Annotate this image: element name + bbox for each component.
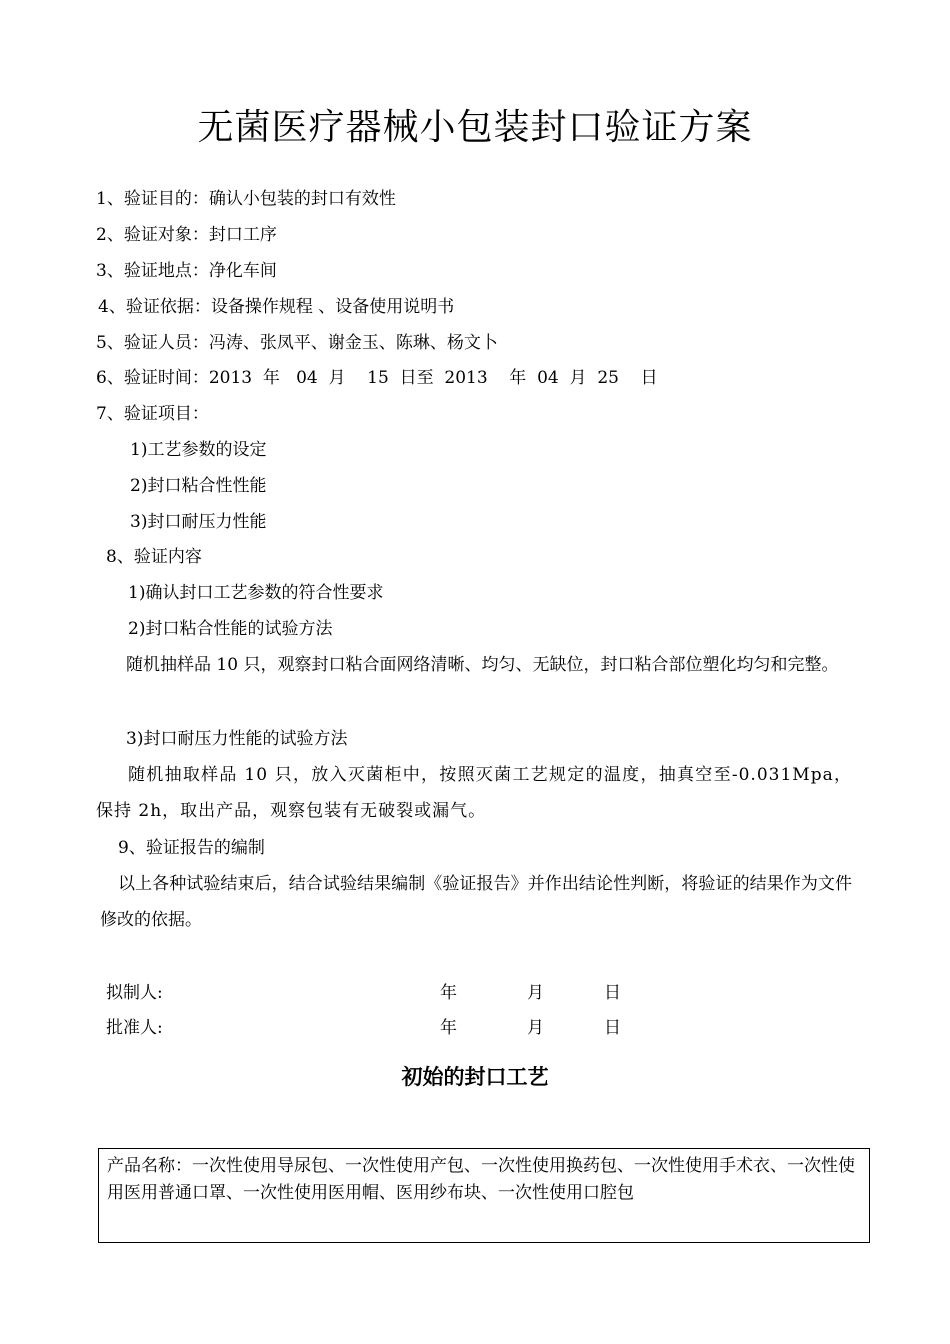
section-subtitle: 初始的封口工艺	[401, 1064, 549, 1089]
content-2-paragraph: 随机抽样品 10 只，观察封口粘合面网络清晰、均匀、无缺位，封口粘合部位塑化均匀和完整。	[126, 655, 839, 675]
content-item-1: 1)确认封口工艺参数的符合性要求	[128, 583, 384, 603]
item-staff: 5、验证人员：冯涛、张凤平、谢金玉、陈琳、杨文卜	[96, 333, 498, 353]
item-object: 2、验证对象：封口工序	[96, 225, 277, 245]
document-title: 无菌医疗器械小包装封口验证方案	[197, 107, 753, 148]
item-purpose: 1、验证目的：确认小包装的封口有效性	[96, 189, 396, 209]
report-heading: 9、验证报告的编制	[118, 838, 265, 858]
approver-label: 批准人:	[106, 1018, 163, 1038]
drafter-label: 拟制人:	[106, 983, 163, 1003]
content-item-3: 3)封口耐压力性能的试验方法	[126, 729, 348, 749]
approver-month: 月	[527, 1018, 544, 1038]
content-heading: 8、验证内容	[106, 547, 202, 567]
content-3-paragraph: 随机抽取样品 10 只，放入灭菌柜中，按照灭菌工艺规定的温度，抽真空至-0.031Mpa，保持 2h，取出产品，观察包装有无破裂或漏气。	[96, 765, 852, 821]
report-paragraph: 以上各种试验结束后，结合试验结果编制《验证报告》并作出结论性判断，将验证的结果作为文件修改的依据。	[100, 874, 852, 930]
project-item-1: 1)工艺参数的设定	[130, 440, 267, 460]
item-basis: 4、验证依据：设备操作规程 、设备使用说明书	[98, 297, 455, 317]
drafter-month: 月	[527, 983, 544, 1003]
approver-day: 日	[604, 1018, 621, 1038]
drafter-year: 年	[440, 983, 457, 1003]
content-item-2: 2)封口粘合性能的试验方法	[128, 619, 333, 639]
project-item-2: 2)封口粘合性性能	[130, 476, 267, 496]
drafter-day: 日	[604, 983, 621, 1003]
projects-heading: 7、验证项目：	[96, 404, 209, 424]
product-name-text: 产品名称：一次性使用导尿包、一次性使用产包、一次性使用换药包、一次性使用手术衣、一次性使用医用普通口罩、一次性使用医用帽、医用纱布块、一次性使用口腔包	[107, 1156, 855, 1203]
product-name-box	[98, 1148, 870, 1243]
item-place: 3、验证地点：净化车间	[96, 261, 277, 281]
approver-year: 年	[440, 1018, 457, 1038]
project-item-3: 3)封口耐压力性能	[130, 512, 267, 532]
item-time: 6、验证时间：2013 年 04 月 15 日至 2013 年 04 月 25 日	[96, 368, 658, 388]
